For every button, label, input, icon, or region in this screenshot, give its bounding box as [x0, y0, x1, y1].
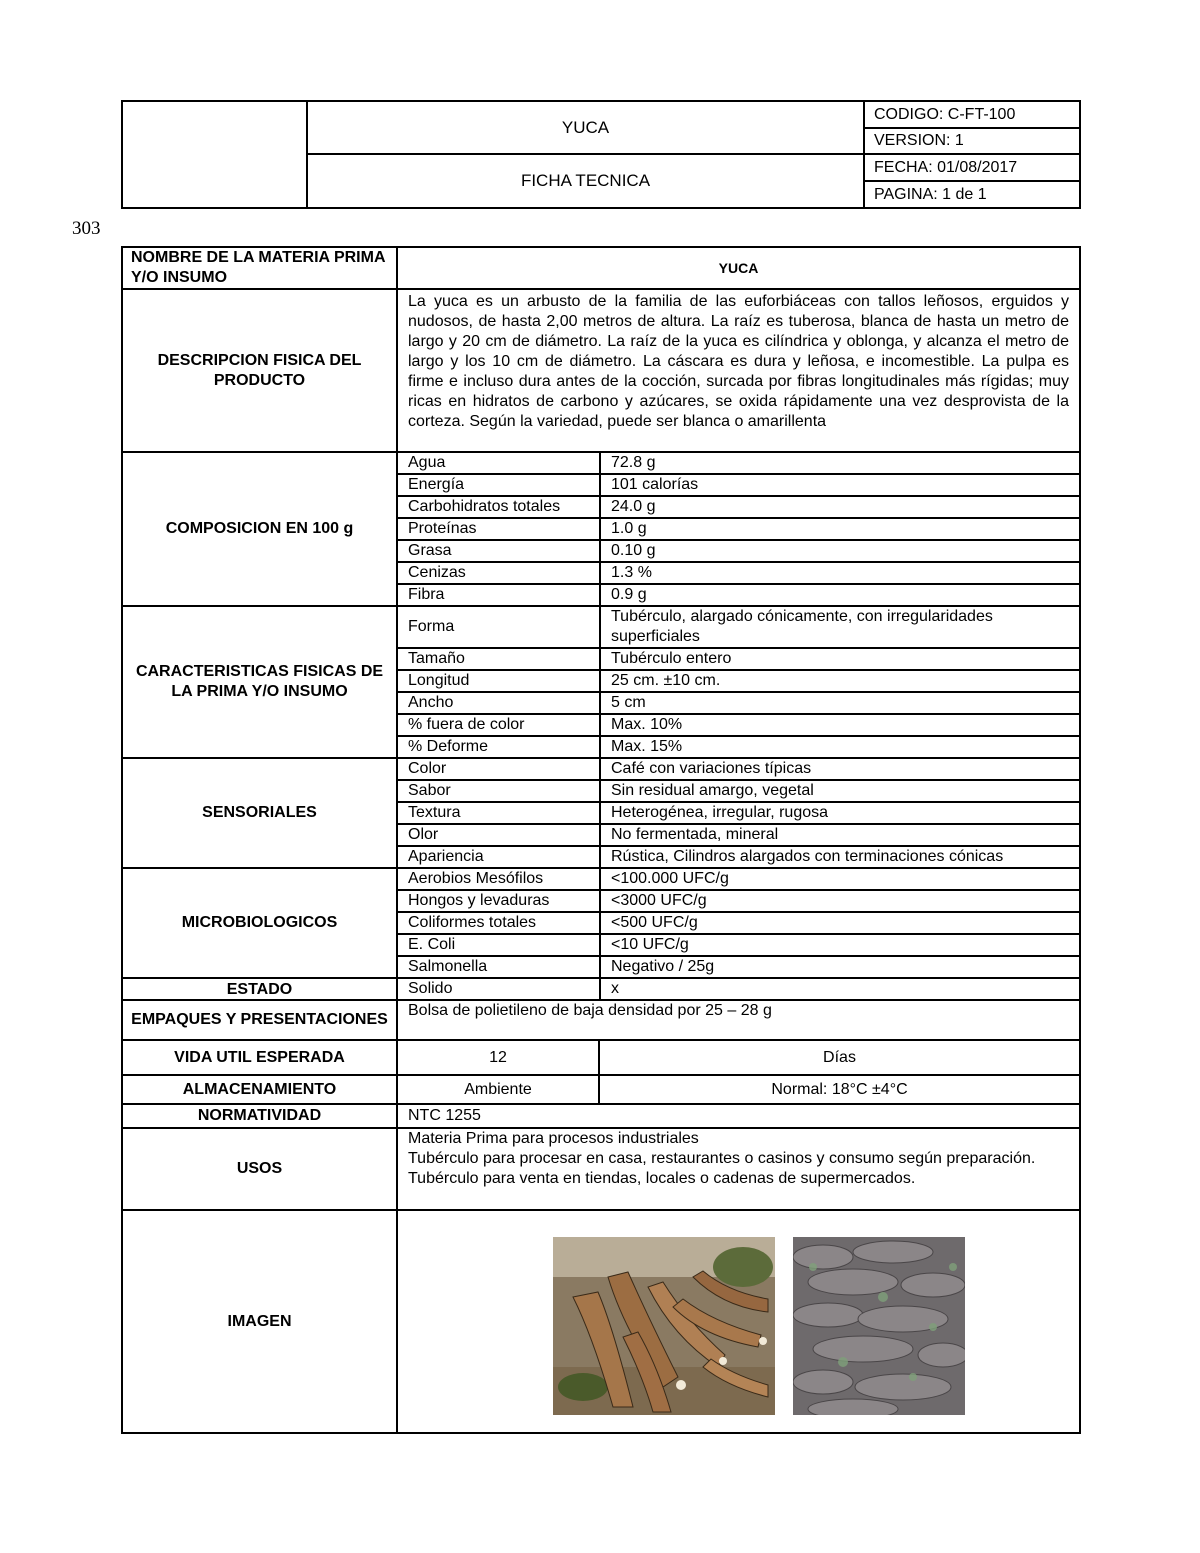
composicion-key: Carbohidratos totales [398, 496, 600, 518]
table-row [398, 692, 1079, 714]
table-row [398, 518, 1079, 540]
table-row [398, 607, 1079, 648]
row-usos [122, 1128, 1080, 1210]
microbiologicos-key: Aerobios Mesófilos [398, 869, 600, 890]
sensoriales-key: Color [398, 759, 600, 780]
composicion-table [398, 453, 1079, 605]
nombre-label: NOMBRE DE LA MATERIA PRIMA Y/O INSUMO [122, 247, 397, 289]
almacenamiento-cond: Normal: 18°C ±4°C [599, 1075, 1080, 1104]
sensoriales-value: Rústica, Cilindros alargados con terminaciones cónicas [611, 848, 1004, 865]
row-empaques [122, 1000, 1080, 1040]
page-number: 303 [72, 218, 101, 239]
usos-line: Tubérculo para procesar en casa, restaurantes o casinos y consumo según preparación. [408, 1150, 1036, 1167]
normatividad-value: NTC 1255 [397, 1104, 1080, 1128]
table-row [398, 780, 1079, 802]
microbiologicos-label: MICROBIOLOGICOS [122, 868, 397, 978]
sensoriales-value: Café con variaciones típicas [600, 759, 1079, 780]
caracteristicas-label: CARACTERISTICAS FISICAS DE LA PRIMA Y/O INSUMO [122, 606, 397, 758]
estado-key: Solido [398, 979, 600, 999]
header-doc-type: FICHA TECNICA [307, 154, 864, 208]
caracteristicas-key: Longitud [398, 670, 600, 692]
composicion-value: 1.0 g [600, 518, 1079, 540]
table-row [398, 540, 1079, 562]
table-row [398, 562, 1079, 584]
empaques-label: EMPAQUES Y PRESENTACIONES [122, 1000, 397, 1040]
caracteristicas-value: Max. 15% [611, 738, 683, 755]
usos-line: Tubérculo para venta en tiendas, locales o cadenas de supermercados. [408, 1170, 916, 1187]
usos-line: Materia Prima para procesos industriales [408, 1130, 699, 1147]
caracteristicas-table [398, 607, 1079, 757]
almacenamiento-label: ALMACENAMIENTO [122, 1075, 397, 1104]
composicion-label: COMPOSICION EN 100 g [122, 452, 397, 606]
estado-label: ESTADO [122, 978, 397, 1000]
descripcion-text: La yuca es un arbusto de la familia de las euforbiáceas con tallos leñosos, erguidos y nudosos, de hasta 2,00 metros de altura. La raíz es tuberosa, blanca de hasta un metro de largo y 20 cm de diámetro. La raíz de la yuca es cilíndrica y oblonga, y alcanza el metro de largo y los 10 cm de diámetro. La cáscara es dura y leñosa, e incomestible. La pulpa es firme e incluso dura antes de la cocción, surcada por fibras longitudinales más rígidas; muy ricas en hidratos de carbono y azúcares, se oxida rápidamente una vez desprovista de la corteza. Según la variedad, puede ser blanca o amarillenta [397, 289, 1080, 452]
row-sensoriales [122, 758, 1080, 868]
microbiologicos-key: Salmonella [398, 956, 600, 977]
table-row [398, 474, 1079, 496]
table-row [398, 890, 1079, 912]
almacenamiento-value: Ambiente [397, 1075, 599, 1104]
composicion-key: Proteínas [398, 518, 600, 540]
table-row [398, 824, 1079, 846]
table-row [398, 759, 1079, 780]
vida-util-value: 12 [397, 1040, 599, 1075]
estado-value: x [611, 980, 619, 997]
microbiologicos-value: <10 UFC/g [600, 934, 1079, 956]
row-composicion [122, 452, 1080, 606]
normatividad-label: NORMATIVIDAD [122, 1104, 397, 1128]
caracteristicas-key: % fuera de color [398, 714, 600, 736]
caracteristicas-cell [397, 606, 1080, 758]
composicion-value: 72.8 g [600, 453, 1079, 474]
microbiologicos-value: <3000 UFC/g [600, 890, 1079, 912]
empaques-value: Bolsa de polietileno de baja densidad por 25 – 28 g [397, 1000, 1080, 1040]
row-descripcion [122, 289, 1080, 452]
row-estado [122, 978, 1080, 1000]
composicion-value: 0.10 g [600, 540, 1079, 562]
caracteristicas-key: Forma [398, 607, 600, 648]
caracteristicas-value: Tubérculo entero [600, 648, 1079, 670]
table-row [398, 956, 1079, 977]
table-row [398, 912, 1079, 934]
caracteristicas-key: % Deforme [398, 736, 600, 757]
sensoriales-label: SENSORIALES [122, 758, 397, 868]
sensoriales-key: Apariencia [398, 846, 600, 867]
sensoriales-key: Textura [398, 802, 600, 824]
sensoriales-key: Sabor [398, 780, 600, 802]
table-row [398, 584, 1079, 605]
spec-table [121, 246, 1081, 1434]
composicion-value: 0.9 g [611, 586, 647, 603]
microbiologicos-value: <100.000 UFC/g [600, 869, 1079, 890]
header-table [121, 100, 1081, 209]
microbiologicos-key: Coliformes totales [398, 912, 600, 934]
table-row [398, 496, 1079, 518]
sensoriales-cell [397, 758, 1080, 868]
imagen-label: IMAGEN [122, 1210, 397, 1433]
composicion-cell [397, 452, 1080, 606]
microbiologicos-table [398, 869, 1079, 977]
cassava-bag-photo [793, 1237, 965, 1415]
table-row [398, 670, 1079, 692]
table-row [398, 979, 1079, 999]
composicion-key: Agua [398, 453, 600, 474]
vida-util-label: VIDA UTIL ESPERADA [122, 1040, 397, 1075]
microbiologicos-key: Hongos y levaduras [398, 890, 600, 912]
logo-cell [122, 101, 307, 208]
table-row [398, 869, 1079, 890]
caracteristicas-value: Tubérculo, alargado cónicamente, con irregularidades superficiales [600, 607, 1079, 648]
usos-label: USOS [122, 1128, 397, 1210]
header-pagina: PAGINA: 1 de 1 [864, 181, 1080, 208]
nombre-value: YUCA [397, 247, 1080, 289]
descripcion-label: DESCRIPCION FISICA DEL PRODUCTO [122, 289, 397, 452]
imagen-cell [397, 1210, 1080, 1433]
row-normatividad [122, 1104, 1080, 1128]
microbiologicos-key: E. Coli [398, 934, 600, 956]
caracteristicas-key: Ancho [398, 692, 600, 714]
sensoriales-table [398, 759, 1079, 867]
sensoriales-value: Sin residual amargo, vegetal [600, 780, 1079, 802]
composicion-value: 24.0 g [600, 496, 1079, 518]
estado-table [398, 979, 1079, 999]
header-product: YUCA [307, 101, 864, 154]
row-nombre [122, 247, 1080, 289]
table-row [398, 648, 1079, 670]
composicion-key: Energía [398, 474, 600, 496]
composicion-key: Cenizas [398, 562, 600, 584]
microbiologicos-cell [397, 868, 1080, 978]
row-microbiologicos [122, 868, 1080, 978]
composicion-key: Fibra [398, 584, 600, 605]
composicion-value: 1.3 % [600, 562, 1079, 584]
vida-util-unit: Días [599, 1040, 1080, 1075]
sensoriales-value: Heterogénea, irregular, rugosa [600, 802, 1079, 824]
composicion-key: Grasa [398, 540, 600, 562]
header-fecha: FECHA: 01/08/2017 [864, 154, 1080, 181]
sensoriales-key: Olor [398, 824, 600, 846]
cassava-roots-photo [553, 1237, 775, 1415]
row-caracteristicas [122, 606, 1080, 758]
row-imagen [122, 1210, 1080, 1433]
composicion-value: 101 calorías [600, 474, 1079, 496]
table-row [398, 453, 1079, 474]
row-almacenamiento [122, 1075, 1080, 1104]
table-row [398, 846, 1079, 867]
estado-cell [397, 978, 1080, 1000]
table-row [398, 802, 1079, 824]
caracteristicas-value: 5 cm [600, 692, 1079, 714]
usos-cell [397, 1128, 1080, 1210]
sensoriales-value: No fermentada, mineral [600, 824, 1079, 846]
caracteristicas-key: Tamaño [398, 648, 600, 670]
microbiologicos-value: <500 UFC/g [600, 912, 1079, 934]
table-row [398, 934, 1079, 956]
header-codigo: CODIGO: C-FT-100 [864, 101, 1080, 128]
caracteristicas-value: 25 cm. ±10 cm. [600, 670, 1079, 692]
microbiologicos-value: Negativo / 25g [611, 958, 715, 975]
row-vida-util [122, 1040, 1080, 1075]
table-row [398, 714, 1079, 736]
table-row [398, 736, 1079, 757]
header-version: VERSION: 1 [864, 128, 1080, 154]
caracteristicas-value: Max. 10% [600, 714, 1079, 736]
